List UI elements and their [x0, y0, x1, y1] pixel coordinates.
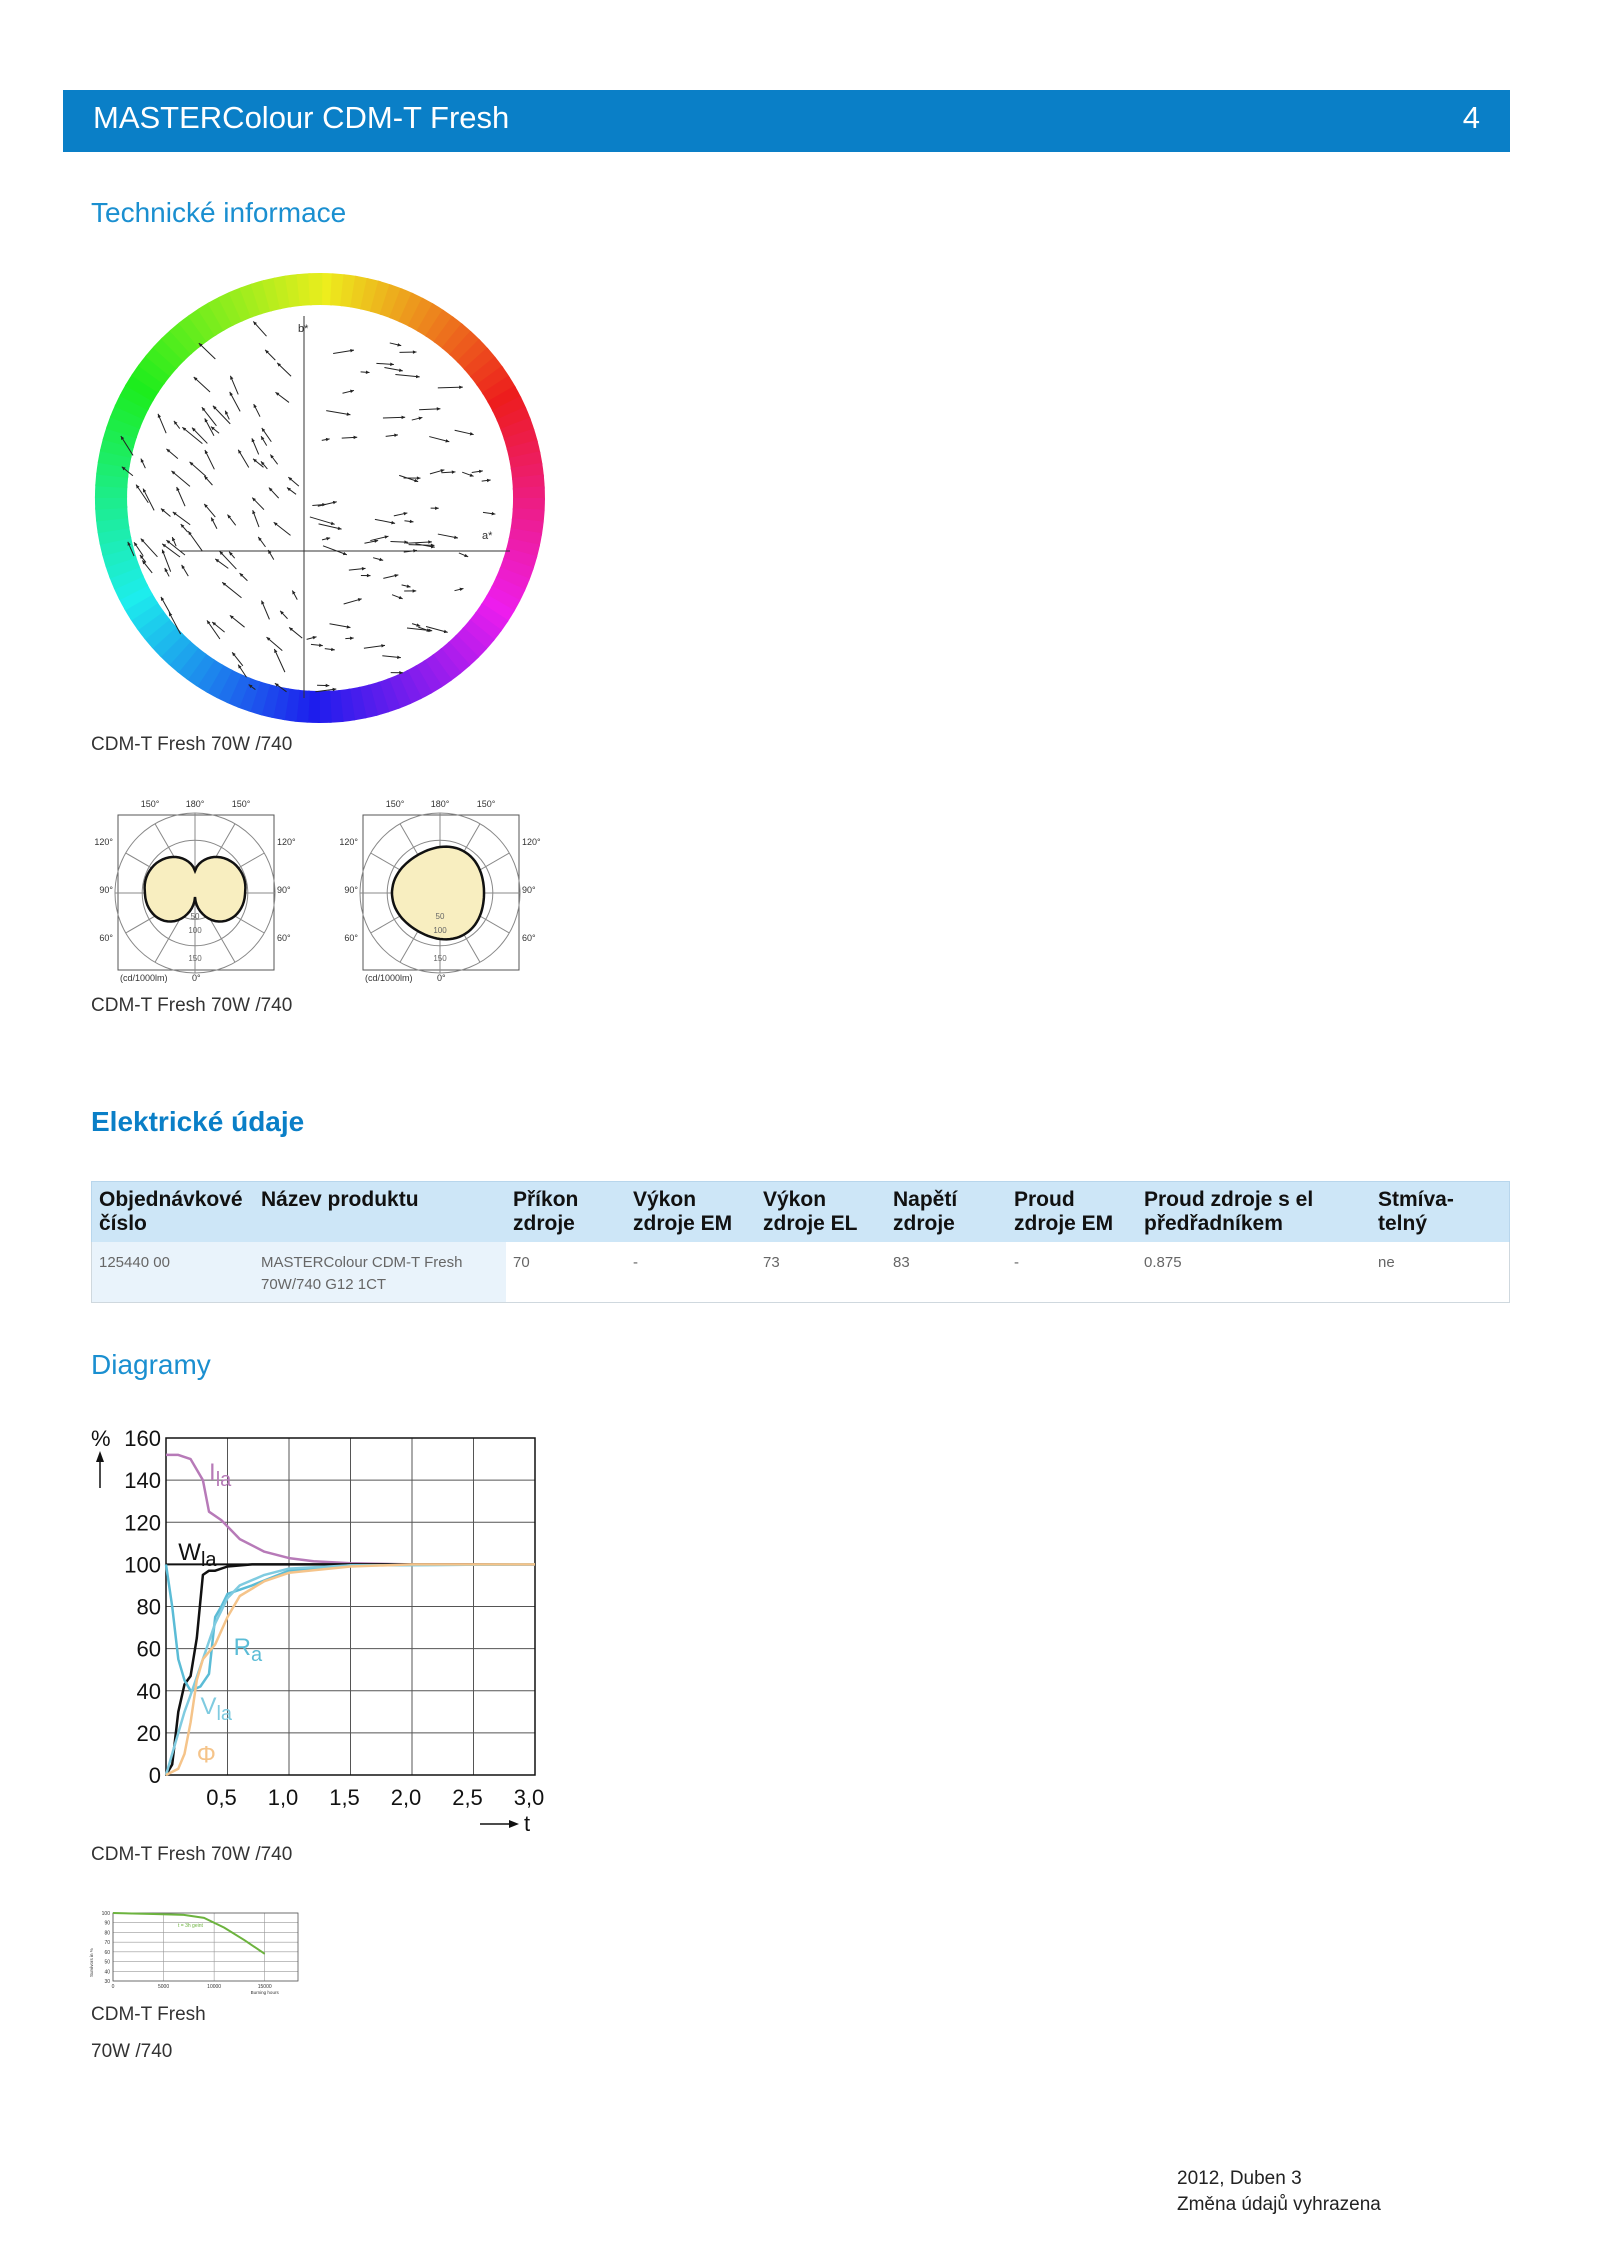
- arrow-head: [402, 416, 406, 419]
- shift-arrow: [274, 649, 285, 672]
- polar-tick-right: 120°: [522, 837, 541, 847]
- shift-arrow: [143, 489, 154, 511]
- plot-frame: [113, 1913, 298, 1981]
- ring-segment: [129, 498, 320, 631]
- ring-segment: [320, 440, 542, 498]
- polar-tick-left: 120°: [94, 837, 113, 847]
- polar-tick-left: 60°: [344, 933, 358, 943]
- polar-tick-left: 60°: [99, 933, 113, 943]
- arrow-head: [338, 527, 342, 530]
- polar-tick-right: 60°: [522, 933, 536, 943]
- ring-segment: [94, 498, 320, 522]
- y-tick-label: 50: [104, 1959, 110, 1966]
- ring-segment: [285, 273, 320, 498]
- y-tick-label: 40: [136, 1678, 161, 1704]
- cell-dimmable: ne: [1371, 1242, 1510, 1303]
- ring-segment: [320, 498, 516, 623]
- ring-segment: [169, 321, 320, 498]
- ring-segment: [108, 498, 320, 590]
- polar-tick-top: 150°: [476, 799, 496, 809]
- ring-segment: [320, 498, 453, 689]
- table-row: [92, 1242, 1510, 1303]
- x-tick-label: 0,5: [206, 1785, 237, 1810]
- polar-diagram-1: [94, 799, 296, 983]
- polar-ring-label: 100: [433, 926, 447, 935]
- shift-arrow: [395, 375, 419, 377]
- polar-tick-right: 90°: [277, 885, 291, 895]
- x-tick-label: 2,5: [452, 1785, 483, 1810]
- shift-arrow: [188, 531, 202, 551]
- polar-ring-label: 100: [188, 926, 202, 935]
- ring-segment: [195, 498, 320, 694]
- ring-segment: [320, 498, 412, 710]
- cell-current-el: 0.875: [1137, 1242, 1371, 1303]
- polar-tick-left: 90°: [344, 885, 358, 895]
- col-voltage: Napětí zdroje: [886, 1182, 1007, 1243]
- x-axis-label: t: [523, 1811, 531, 1836]
- shift-arrow: [220, 551, 237, 569]
- polar-tick-right: 60°: [277, 933, 291, 943]
- ring-segment: [320, 498, 510, 633]
- color-ring: [94, 272, 546, 724]
- ring-segment: [320, 322, 473, 498]
- cell-current-em: -: [1007, 1242, 1137, 1303]
- ring-segment: [320, 272, 334, 498]
- y-tick-label: 80: [104, 1930, 110, 1937]
- ring-segment: [205, 498, 320, 699]
- polar-tick-top: 180°: [430, 799, 450, 809]
- polar-unit: (cd/1000lm): [120, 973, 168, 983]
- shift-arrow: [310, 517, 335, 524]
- y-tick-label: 60: [104, 1949, 110, 1956]
- ring-segment: [118, 498, 320, 611]
- ring-segment: [185, 498, 320, 688]
- y-tick-label: 70: [104, 1940, 110, 1947]
- x-tick-label: 2,0: [390, 1785, 422, 1810]
- shift-arrow: [406, 542, 432, 543]
- arrow-head: [452, 470, 456, 473]
- y-axis-arrowhead: [96, 1451, 104, 1462]
- x-tick-label: 5000: [158, 1984, 170, 1990]
- x-tick-label: 0: [111, 1984, 115, 1990]
- electrical-heading: Elektrické údaje: [91, 1106, 305, 1137]
- ring-segment: [320, 395, 527, 498]
- ring-segment: [262, 276, 320, 498]
- ring-segment: [320, 428, 539, 498]
- ring-segment: [306, 498, 320, 724]
- ring-segment: [320, 498, 401, 714]
- ring-segment: [320, 498, 503, 642]
- color-wheel-caption: CDM-T Fresh 70W /740: [91, 734, 293, 755]
- survival-caption-2: 70W /740: [91, 2041, 173, 2062]
- ring-segment: [320, 498, 390, 717]
- ring-segment: [94, 484, 320, 498]
- survival-caption-1: CDM-T Fresh: [91, 2004, 206, 2025]
- series-label-wla: $W_{la}$: [178, 1539, 217, 1572]
- y-tick-label: 90: [104, 1920, 110, 1927]
- y-tick-label: 40: [104, 1969, 110, 1976]
- ring-segment: [187, 307, 320, 498]
- ring-segment: [136, 498, 320, 640]
- ring-segment: [320, 498, 488, 659]
- ring-segment: [320, 498, 355, 723]
- arrow-head: [326, 438, 330, 441]
- ring-segment: [320, 498, 367, 722]
- arrow-head: [347, 625, 351, 628]
- series-label-vla: $V_{la}$: [200, 1692, 233, 1725]
- shift-arrow: [438, 387, 463, 388]
- arrow-head: [413, 589, 417, 592]
- polar-diagrams: [85, 795, 565, 990]
- ring-segment: [176, 498, 320, 681]
- footer-note: Změna údajů vyhrazena: [1177, 2194, 1381, 2215]
- arrow-head: [435, 506, 439, 509]
- polar-tick-left: 120°: [339, 837, 358, 847]
- x-tick-label: 1,5: [329, 1785, 360, 1810]
- series-label-phi: Φ: [196, 1741, 216, 1769]
- arrow-head: [428, 540, 432, 543]
- x-axis-arrowhead: [509, 1820, 519, 1828]
- series-label-ra: $R_a$: [233, 1633, 263, 1666]
- ring-segment: [320, 498, 462, 682]
- shift-arrow: [326, 411, 350, 415]
- x-tick-label: 15000: [257, 1984, 272, 1990]
- cell-power-em: -: [626, 1242, 756, 1303]
- run-up-caption: CDM-T Fresh 70W /740: [91, 1844, 293, 1865]
- ring-segment: [296, 272, 320, 498]
- ring-segment: [320, 417, 536, 498]
- y-tick-label: 0: [148, 1763, 161, 1788]
- ring-segment: [320, 498, 471, 675]
- ring-segment: [320, 498, 378, 720]
- ring-segment: [130, 363, 320, 498]
- polar-tick-top: 150°: [385, 799, 405, 809]
- shift-arrow: [323, 546, 347, 555]
- ring-segment: [119, 383, 320, 498]
- ring-segment: [320, 292, 425, 498]
- cell-power: 70: [506, 1242, 626, 1303]
- polar-tick-bottom: 0°: [437, 973, 446, 983]
- arrow-head: [366, 371, 370, 374]
- x-tick-label: 10000: [207, 1984, 222, 1990]
- ring-segment: [95, 498, 320, 533]
- ring-segment: [104, 498, 320, 579]
- cell-order-no: 125440 00: [92, 1242, 255, 1303]
- ring-segment: [308, 272, 322, 498]
- ring-segment: [320, 486, 546, 500]
- diagrams-heading: Diagramy: [91, 1349, 211, 1380]
- polar-tick-left: 90°: [99, 885, 113, 895]
- arrow-head: [391, 521, 395, 524]
- ring-segment: [320, 297, 435, 498]
- survival-chart: [85, 1905, 315, 2000]
- polar-unit: (cd/1000lm): [365, 973, 413, 983]
- ring-segment: [320, 498, 423, 705]
- ring-segment: [96, 498, 320, 545]
- a-axis-label: a*: [482, 530, 493, 542]
- col-current-em: Proud zdroje EM: [1007, 1182, 1137, 1243]
- col-dimmable: Stmíva- telný: [1371, 1182, 1510, 1243]
- col-current-el: Proud zdroje s el předřadníkem: [1137, 1182, 1371, 1243]
- y-tick-label: 120: [124, 1510, 161, 1536]
- ring-segment: [152, 337, 320, 498]
- arrow-head: [390, 363, 394, 366]
- shift-arrow: [141, 539, 158, 557]
- ring-segment: [320, 498, 521, 613]
- ring-segment: [320, 451, 544, 498]
- ring-segment: [114, 393, 320, 498]
- cell-voltage: 83: [886, 1242, 1007, 1303]
- ring-segment: [143, 498, 320, 649]
- ring-segment: [137, 354, 320, 498]
- cell-product-name: MASTERColour CDM-T Fresh 70W/740 G12 1CT: [254, 1242, 506, 1303]
- ring-segment: [320, 338, 490, 498]
- technical-heading: Technické informace: [91, 197, 347, 228]
- col-power: Příkon zdroje: [506, 1182, 626, 1243]
- ring-segment: [113, 498, 320, 601]
- arrow-head: [403, 512, 407, 515]
- arrow-head: [399, 369, 403, 372]
- cell-power-el: 73: [756, 1242, 886, 1303]
- x-axis-label: Burning hours: [250, 1990, 279, 1995]
- ring-segment: [144, 345, 320, 498]
- polar-tick-bottom: 0°: [192, 973, 201, 983]
- ring-segment: [123, 498, 320, 621]
- arrow-head: [354, 436, 358, 439]
- page-number: 4: [1462, 100, 1480, 135]
- ring-segment: [320, 308, 455, 498]
- polar-ring-label: 150: [188, 954, 202, 963]
- arrow-head: [417, 476, 421, 479]
- color-shift-diagram: [90, 268, 550, 728]
- col-power-em: Výkon zdroje EM: [626, 1182, 756, 1243]
- chart-annotation: t = 3h geint: [178, 1923, 203, 1929]
- ring-segment: [320, 474, 546, 498]
- y-axis-label: %: [91, 1426, 111, 1451]
- header-bar: [63, 90, 1510, 152]
- polar-tick-right: 90°: [522, 885, 536, 895]
- polar-ring-label: 150: [433, 954, 447, 963]
- ring-segment: [160, 328, 320, 498]
- ring-segment: [150, 498, 320, 658]
- ring-segment: [273, 274, 320, 498]
- ring-segment: [159, 498, 320, 666]
- arrow-head: [454, 536, 458, 539]
- polar-ring-label: 50: [435, 912, 445, 921]
- arrow-head: [413, 350, 417, 353]
- polar-tick-top: 150°: [231, 799, 251, 809]
- ring-segment: [320, 385, 522, 498]
- col-order-no: Objednávkové číslo: [92, 1182, 255, 1243]
- ring-segment: [320, 302, 445, 498]
- polar-tick-right: 120°: [277, 837, 296, 847]
- table-header-row: [92, 1182, 1510, 1243]
- ring-segment: [320, 498, 526, 603]
- ring-segment: [320, 406, 532, 498]
- electrical-table: [91, 1181, 1510, 1303]
- series-label-ila: $I_{la}$: [209, 1459, 232, 1492]
- arrow-head: [350, 636, 354, 639]
- y-tick-label: 140: [124, 1468, 161, 1494]
- arrow-head: [326, 684, 330, 687]
- arrow-head: [470, 432, 474, 435]
- page-title: MASTERColour CDM-T Fresh: [93, 100, 510, 135]
- polar-diagram-2: [339, 799, 541, 983]
- shift-arrow: [171, 471, 189, 487]
- ring-segment: [239, 282, 320, 498]
- ring-segment: [98, 498, 320, 556]
- y-axis-label: Survivors in %: [89, 1948, 94, 1977]
- col-product-name: Název produktu: [254, 1182, 506, 1243]
- arrow-head: [367, 574, 371, 577]
- ring-segment: [320, 463, 545, 498]
- x-tick-label: 3,0: [513, 1785, 545, 1810]
- y-tick-label: 60: [136, 1636, 161, 1662]
- arrow-head: [437, 407, 441, 410]
- b-axis-label: b*: [298, 323, 309, 335]
- col-power-el: Výkon zdroje EL: [756, 1182, 886, 1243]
- footer-date: 2012, Duben 3: [1177, 2168, 1302, 2189]
- y-tick-label: 80: [136, 1594, 161, 1620]
- y-tick-label: 160: [124, 1426, 161, 1451]
- x-tick-label: 1,0: [267, 1785, 299, 1810]
- polar-caption: CDM-T Fresh 70W /740: [91, 995, 293, 1016]
- y-tick-label: 20: [136, 1720, 161, 1746]
- y-tick-label: 30: [104, 1979, 110, 1985]
- polar-ring-label: 50: [190, 912, 200, 921]
- ring-segment: [228, 286, 320, 498]
- run-up-chart: [85, 1418, 565, 1838]
- polar-tick-top: 150°: [140, 799, 160, 809]
- ring-segment: [320, 498, 546, 512]
- series-survivors: [113, 1913, 265, 1954]
- y-tick-label: 100: [124, 1552, 161, 1578]
- shift-arrow: [222, 582, 241, 597]
- polar-tick-top: 180°: [185, 799, 205, 809]
- shift-arrow: [409, 545, 435, 546]
- ring-segment: [320, 356, 504, 498]
- ring-segment: [320, 498, 480, 668]
- arrow-head: [459, 385, 463, 388]
- y-tick-label: 100: [101, 1911, 110, 1917]
